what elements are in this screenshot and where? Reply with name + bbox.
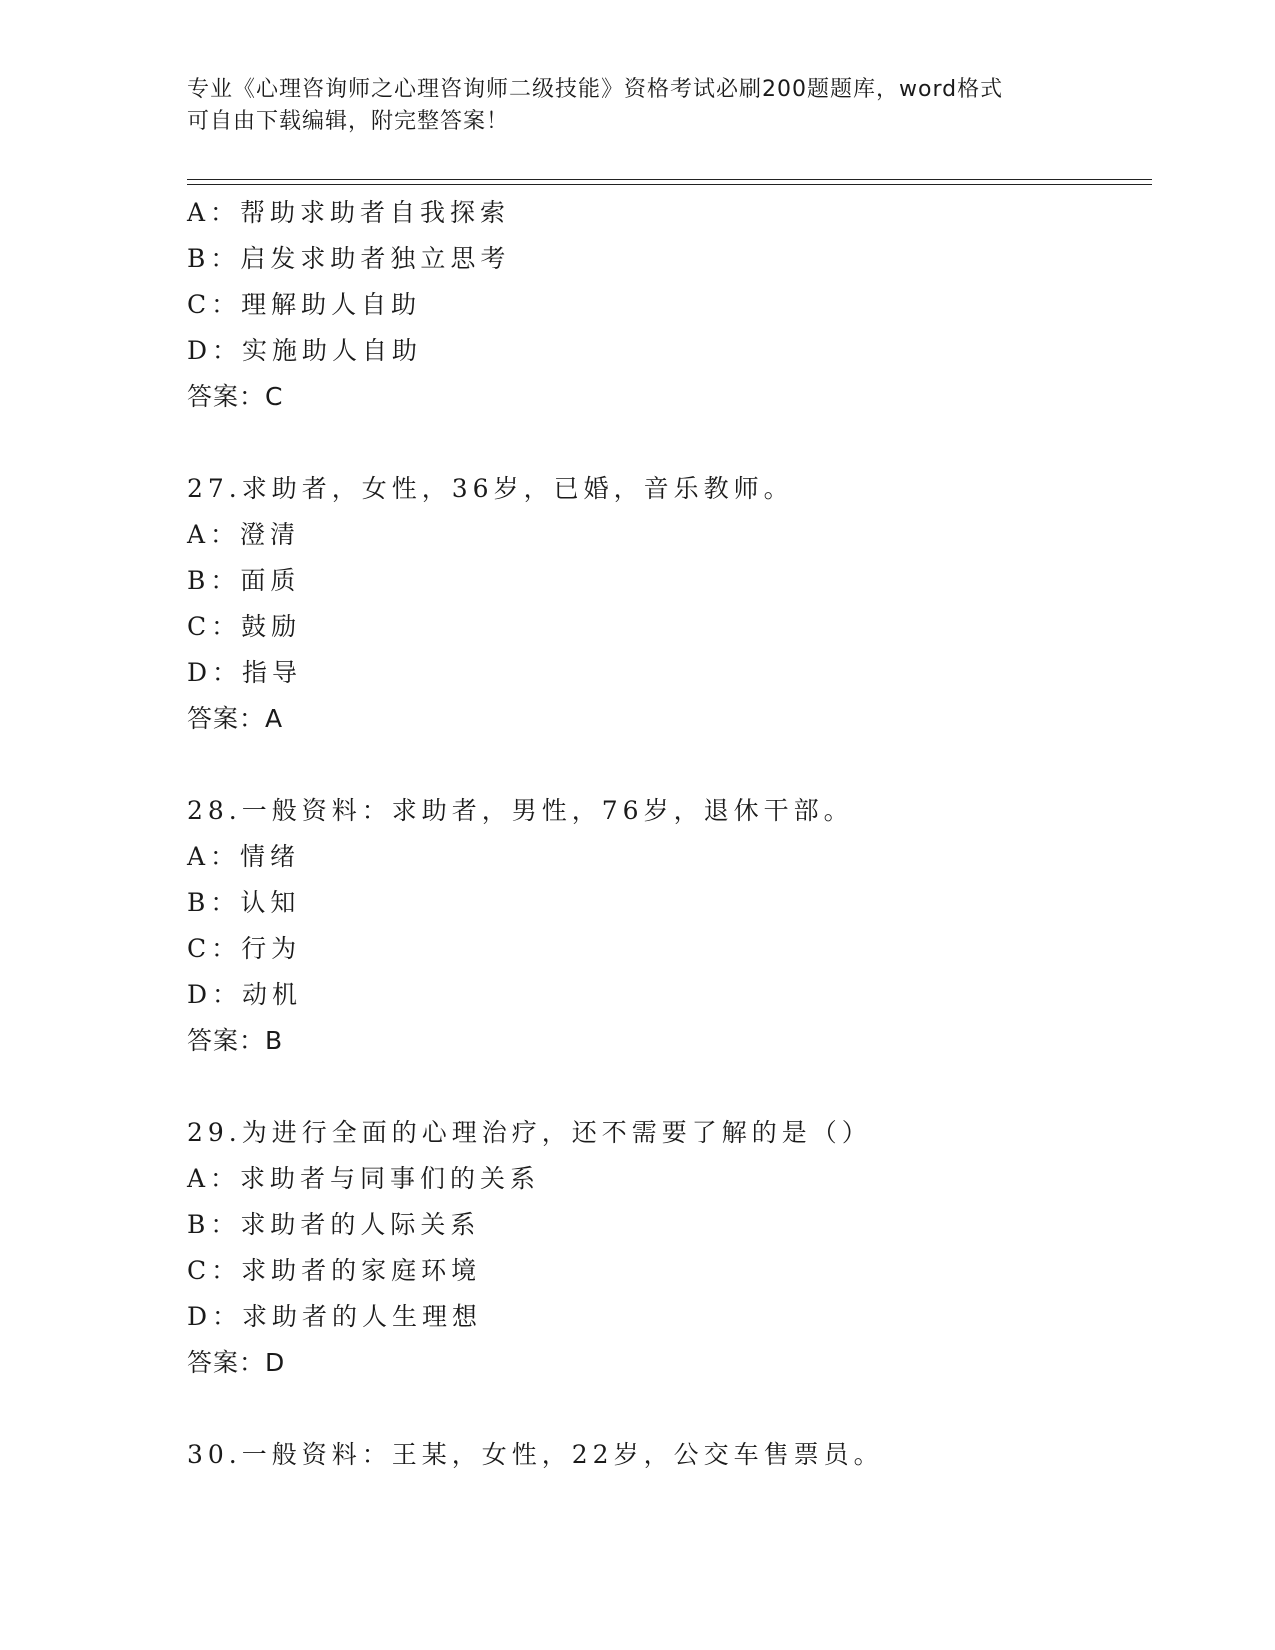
option-a: A：求助者与同事们的关系: [187, 1164, 541, 1193]
question-27: [187, 466, 1152, 742]
header-rule-top: [187, 179, 1152, 180]
question-28: [187, 788, 1152, 1064]
answer-line: 答案：B: [187, 1026, 284, 1055]
header-line-2: 可自由下载编辑，附完整答案！: [187, 109, 510, 134]
option-b: B：启发求助者独立思考: [187, 244, 511, 273]
option-c: C：鼓励: [187, 612, 302, 641]
option-b: B：认知: [187, 888, 301, 917]
option-a: A：澄清: [187, 520, 301, 549]
option-c: C：行为: [187, 934, 302, 963]
option-a: A：帮助求助者自我探索: [187, 198, 511, 227]
answer-line: 答案：C: [187, 382, 284, 411]
option-a: A：情绪: [187, 842, 301, 871]
question-stem: 30.一般资料：王某，女性，22岁，公交车售票员。: [187, 1440, 884, 1469]
answer-line: 答案：A: [187, 704, 284, 733]
option-d: D：指导: [187, 658, 303, 687]
question-fragment: [187, 190, 1152, 420]
option-d: D：实施助人自助: [187, 336, 423, 365]
document-header: [187, 74, 1087, 138]
question-stem: 29.为进行全面的心理治疗，还不需要了解的是（）: [187, 1118, 872, 1147]
option-d: D：动机: [187, 980, 303, 1009]
question-30: [187, 1432, 1152, 1478]
option-c: C：理解助人自助: [187, 290, 422, 319]
question-list: [187, 190, 1152, 1478]
option-c: C：求助者的家庭环境: [187, 1256, 482, 1285]
question-stem: 28.一般资料：求助者，男性，76岁，退休干部。: [187, 796, 854, 825]
header-rule-bottom: [187, 184, 1152, 185]
header-line-1: 专业《心理咨询师之心理咨询师二级技能》资格考试必刷200题题库，word格式: [187, 77, 1004, 102]
option-d: D：求助者的人生理想: [187, 1302, 483, 1331]
question-29: [187, 1110, 1152, 1386]
option-b: B：面质: [187, 566, 301, 595]
option-b: B：求助者的人际关系: [187, 1210, 481, 1239]
answer-line: 答案：D: [187, 1348, 286, 1377]
question-stem: 27.求助者，女性，36岁，已婚，音乐教师。: [187, 474, 794, 503]
